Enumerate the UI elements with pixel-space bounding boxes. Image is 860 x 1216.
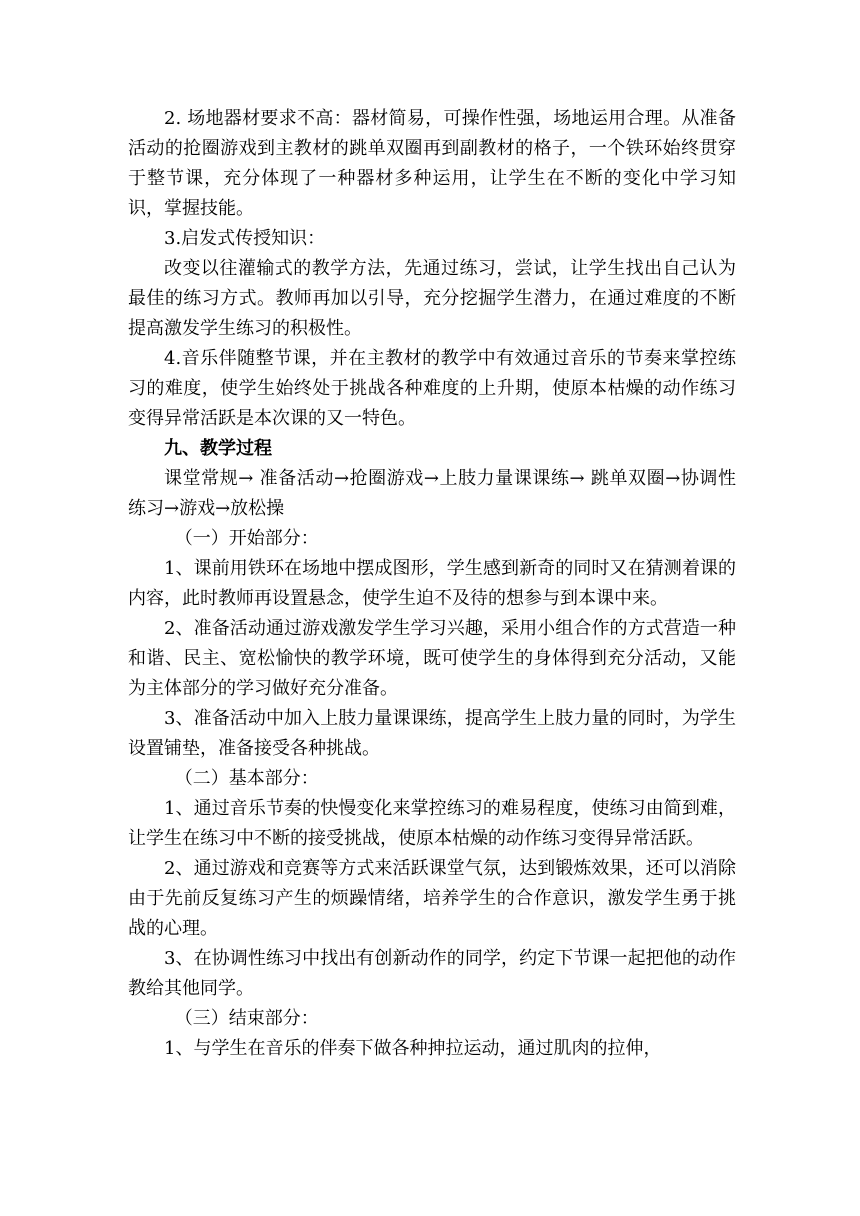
- paragraph-start-3: 3、准备活动中加入上肢力量课课练，提高学生上肢力量的同时，为学生设置铺垫，准备接受各种挑战。: [128, 708, 736, 759]
- subheading-end-part: （三）结束部分：: [174, 1008, 319, 1029]
- paragraph-music: 4.音乐伴随整节课，并在主教材的教学中有效通过音乐的节奏来掌控练习的难度，使学生始终处于挑战各种难度的上升期，使原本枯燥的动作练习变得异常活跃是本次课的又一特色。: [128, 348, 736, 429]
- paragraph-basic-1: 1、通过音乐节奏的快慢变化来掌控练习的难易程度，使练习由简到难，让学生在练习中不断的接受挑战，使原本枯燥的动作练习变得异常活跃。: [128, 798, 736, 849]
- paragraph-start-2: 2、准备活动通过游戏激发学生学习兴趣，采用小组合作的方式营造一种和谐、民主、宽松愉快的教学环境，既可使学生的身体得到充分活动，又能为主体部分的学习做好充分准备。: [128, 618, 736, 699]
- paragraph-start-1: 1、课前用铁环在场地中摆成图形，学生感到新奇的同时又在猜测着课的内容，此时教师再设置悬念，使学生迫不及待的想参与到本课中来。: [128, 558, 736, 609]
- subheading-start-part: （一）开始部分：: [174, 528, 319, 549]
- paragraph-heuristic-body: 改变以往灌输式的教学方法，先通过练习，尝试，让学生找出自己认为最佳的练习方式。教师再加以引导，充分挖掘学生潜力，在通过难度的不断提高激发学生练习的积极性。: [128, 258, 736, 339]
- paragraph-equipment: 2. 场地器材要求不高：器材简易，可操作性强，场地运用合理。从准备活动的抢圈游戏到主教材的跳单双圈再到副教材的格子，一个铁环始终贯穿于整节课，充分体现了一种器材多种运用，让学生在不断的变化中学习知识，掌握技能。: [128, 108, 736, 219]
- paragraph-process-flow: 课堂常规→ 准备活动→抢圈游戏→上肢力量课课练→ 跳单双圈→协调性练习→游戏→放松操: [128, 468, 736, 519]
- paragraph-basic-3: 3、在协调性练习中找出有创新动作的同学，约定下节课一起把他的动作教给其他同学。: [128, 948, 736, 999]
- paragraph-basic-2: 2、通过游戏和竞赛等方式来活跃课堂气氛，达到锻炼效果，还可以消除由于先前反复练习产生的烦躁情绪，培养学生的合作意识，激发学生勇于挑战的心理。: [128, 858, 736, 939]
- paragraph-end-1: 1、与学生在音乐的伴奏下做各种抻拉运动，通过肌肉的拉伸，: [164, 1038, 662, 1059]
- subheading-basic-part: （二）基本部分：: [174, 768, 319, 789]
- section-heading-teaching-process: 九、教学过程: [164, 438, 272, 459]
- paragraph-heuristic-title: 3.启发式传授知识：: [164, 228, 326, 249]
- document-body: [128, 104, 736, 1064]
